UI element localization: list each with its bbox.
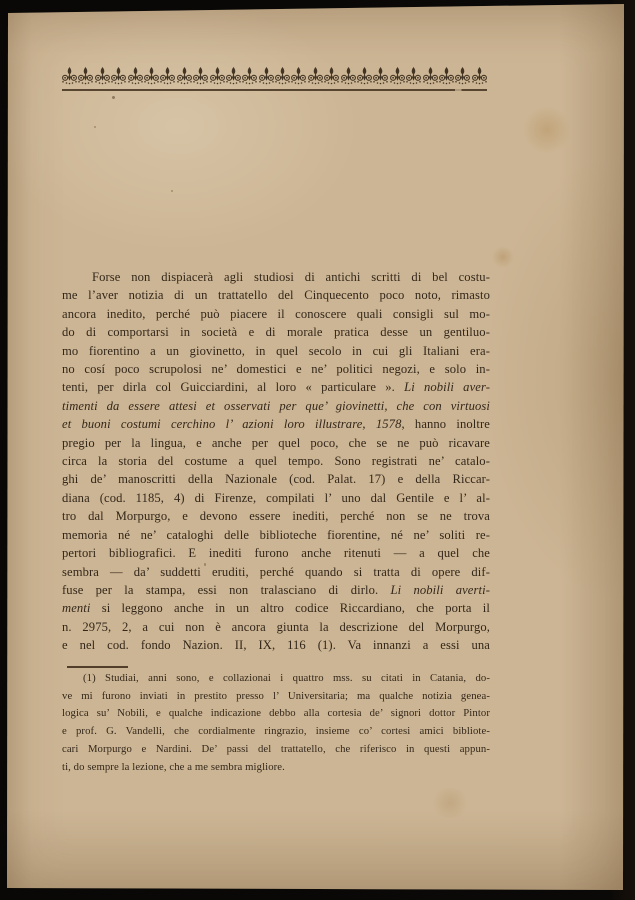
paper-stain xyxy=(492,246,514,268)
fleuron-icon xyxy=(275,67,290,86)
fleuron-icon xyxy=(373,67,388,86)
text-line xyxy=(62,636,490,654)
text-segment: ancora inedito, perché può piacere il conoscere quali consigli sul mo- xyxy=(62,306,490,321)
header-rule xyxy=(62,89,487,91)
text-segment: pertori bibliografici. E inediti furono anche ritenuti — a quel che xyxy=(62,546,490,561)
fleuron-icon xyxy=(406,67,421,86)
paper-speck xyxy=(171,190,173,192)
text-line xyxy=(62,397,490,415)
ornament-border xyxy=(62,67,487,87)
text-line xyxy=(62,618,490,636)
fleuron-icon xyxy=(160,67,175,86)
footnote-rule xyxy=(67,666,128,668)
fleuron-icon xyxy=(62,67,77,86)
text-segment: menti xyxy=(62,601,91,616)
fleuron-icon xyxy=(439,67,454,86)
text-line xyxy=(62,286,490,304)
fleuron-icon xyxy=(390,67,405,86)
footnote xyxy=(62,670,490,776)
text-line xyxy=(62,434,490,452)
fleuron-icon xyxy=(341,67,356,86)
text-line xyxy=(62,268,490,286)
text-line xyxy=(62,670,490,688)
text-segment: Li nobili averti- xyxy=(390,582,490,597)
fleuron-icon xyxy=(357,67,372,86)
text-segment: Li nobili aver- xyxy=(404,380,490,395)
text-segment: memoria né ne’ cataloghi delle biblioteche fiorentine, né ne’ soliti re- xyxy=(62,527,490,542)
text-line xyxy=(62,470,490,488)
text-segment: sembra — da’ suddetti eruditi, perché quando si tratta di opere dif- xyxy=(62,564,490,579)
text-segment: et buoni costumi cerchino l’ azioni loro illustrare, 1578 xyxy=(62,417,402,432)
text-segment: fuse per la stampa, essi non tralasciano di dirlo. xyxy=(62,582,391,597)
fleuron-icon xyxy=(111,67,126,86)
text-line xyxy=(62,599,490,617)
text-line xyxy=(62,526,490,544)
paper-speck xyxy=(112,96,115,99)
text-segment: e nel cod. fondo Nazion. II, IX, 116 (1). Va innanzi a essi una xyxy=(62,638,490,653)
text-line xyxy=(62,688,490,706)
fleuron-icon xyxy=(291,67,306,86)
text-segment: si leggono anche in un altro codice Riccardiano, che porta il xyxy=(90,601,490,616)
text-segment: n. 2975, 2, a cui non è ancora giunta la descrizione del Morpurgo, xyxy=(62,619,490,634)
text-segment: diana (cod. 1185, 4) di Firenze, compilati l’ uno dal Gentile e l’ al- xyxy=(62,490,490,505)
main-paragraph xyxy=(62,268,490,655)
text-line xyxy=(62,741,490,759)
text-segment: circa la storia del costume a quel tempo. Sono registrati ne’ catalo- xyxy=(62,454,490,469)
text-segment: no cosí poco scrupolosi ne’ domestici e ne’ politici negozi, e solo in- xyxy=(62,362,490,377)
text-line xyxy=(62,581,490,599)
text-line xyxy=(62,723,490,741)
text-segment: timenti da essere attesi et osservati per que’ giovinetti, che con virtuosi xyxy=(62,398,490,413)
paper-stain xyxy=(430,788,470,818)
text-segment: (1) Studiai, anni sono, e collazionai i quattro mss. su citati in Catania, do- xyxy=(83,672,490,684)
text-line xyxy=(62,759,490,777)
text-segment: e prof. G. Vandelli, che cordialmente ringrazio, insieme co’ cortesi amici bibliote- xyxy=(62,725,490,738)
text-line xyxy=(62,378,490,396)
fleuron-icon xyxy=(423,67,438,86)
text-line xyxy=(62,563,490,581)
text-segment: do di comportarsi in società e di morale pratica desse un gentiluo- xyxy=(62,325,490,340)
fleuron-icon xyxy=(78,67,93,86)
paper-stain xyxy=(523,106,571,154)
text-line xyxy=(62,415,490,433)
text-segment: ti, do sempre la lezione, che a me sembra migliore. xyxy=(62,760,285,773)
fleuron-icon xyxy=(472,67,487,86)
fleuron-icon xyxy=(259,67,274,86)
fleuron-icon xyxy=(95,67,110,86)
text-segment: , hanno inoltre xyxy=(401,417,490,432)
text-line xyxy=(62,452,490,470)
fleuron-icon xyxy=(144,67,159,86)
text-line xyxy=(62,705,490,723)
fleuron-icon xyxy=(210,67,225,86)
text-segment: logica su’ Nobili, e qualche indicazione debbo alla cortesia de’ signori dottor Pintor xyxy=(62,707,490,720)
fleuron-icon xyxy=(177,67,192,86)
text-line xyxy=(62,489,490,507)
text-segment: ghi de’ manoscritti della Nazionale (cod. Palat. 17) e della Riccar- xyxy=(62,472,490,487)
text-segment: tenti, per dirla col Guicciardini, al loro « particulare ». xyxy=(62,380,405,395)
fleuron-icon xyxy=(242,67,257,86)
fleuron-icon xyxy=(455,67,470,86)
text-line xyxy=(62,305,490,323)
fleuron-icon xyxy=(193,67,208,86)
text-line xyxy=(62,507,490,525)
text-segment: cari Morpurgo e Nardini. De’ passi del trattatello, che riferisco in questi appun- xyxy=(62,742,490,755)
text-line xyxy=(62,342,490,360)
text-segment: mo fiorentino a un giovinetto, in quel secolo in cui gli Italiani era- xyxy=(62,343,490,358)
fleuron-icon xyxy=(324,67,339,86)
text-line xyxy=(62,323,490,341)
text-segment: me l’aver notizia di un trattatello del Cinquecento poco noto, rimasto xyxy=(62,288,490,303)
fleuron-icon xyxy=(128,67,143,86)
paper-speck xyxy=(94,126,96,128)
paper-speck xyxy=(204,563,206,566)
text-segment: Forse non dispiacerà agli studiosi di antichi scritti di bel costu- xyxy=(92,270,490,284)
text-segment: pregio per la lingua, e anche per quel poco, che se ne può ricavare xyxy=(62,435,490,450)
text-line xyxy=(62,360,490,378)
text-segment: tro dal Morpurgo, e devono essere inediti, perché non se ne trova xyxy=(62,509,490,524)
text-line xyxy=(62,544,490,562)
fleuron-icon xyxy=(308,67,323,86)
text-segment: ve mi furono inviati in prestito presso l’ Universitaria; ma qualche notizia genea- xyxy=(62,689,490,702)
fleuron-icon xyxy=(226,67,241,86)
